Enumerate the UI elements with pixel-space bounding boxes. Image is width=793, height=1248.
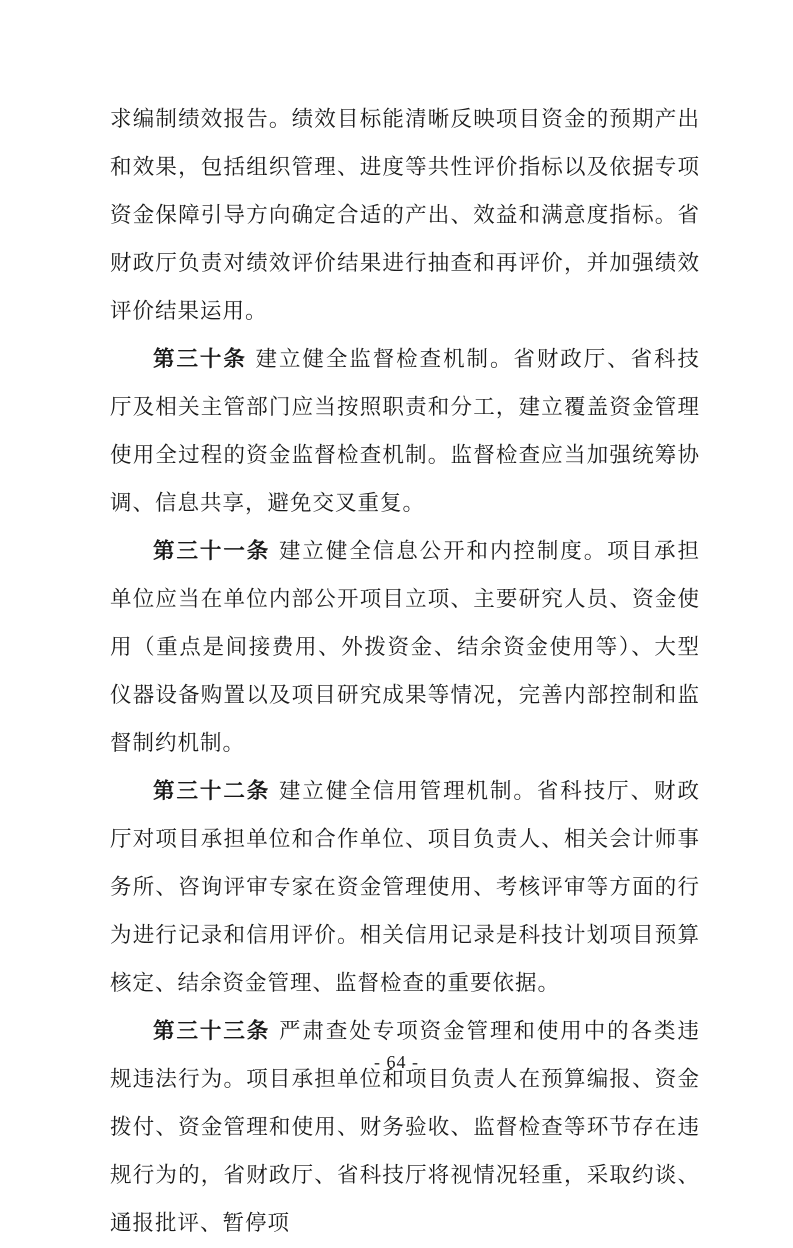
paragraph-text: 建立健全信用管理机制。省科技厅、财政厅对项目承担单位和合作单位、项目负责人、相关会计师事务所、咨询评审专家在资金管理使用、考核评审等方面的行为进行记录和信用评价。相关信用记录是科技计划项目预算核定、结余资金管理、监督检查的重要依据。 bbox=[110, 779, 700, 996]
article-33-paragraph bbox=[110, 1008, 700, 1248]
paragraph-text: 建立健全信息公开和内控制度。项目承担单位应当在单位内部公开项目立项、主要研究人员、资金使用（重点是间接费用、外拨资金、结余资金使用等）、大型仪器设备购置以及项目研究成果等情况，完善内部控制和监督制约机制。 bbox=[110, 539, 700, 756]
page-number: - 64 - bbox=[374, 1052, 419, 1072]
paragraph-text: 建立健全监督检查机制。省财政厅、省科技厅及相关主管部门应当按照职责和分工，建立覆盖资金管理使用全过程的资金监督检查机制。监督检查应当加强统筹协调、信息共享，避免交叉重复。 bbox=[110, 347, 700, 516]
article-31-paragraph bbox=[110, 528, 700, 768]
paragraph-text: 严肃查处专项资金管理和使用中的各类违规违法行为。项目承担单位和项目负责人在预算编报、资金拨付、资金管理和使用、财务验收、监督检查等环节存在违规行为的，省财政厅、省科技厅将视情况轻重，采取约谈、通报批评、暂停项 bbox=[110, 1019, 700, 1236]
article-30-paragraph bbox=[110, 336, 700, 528]
body-text bbox=[110, 96, 700, 1248]
article-number: 第三十条 bbox=[153, 347, 247, 372]
paragraph-continuation bbox=[110, 96, 700, 336]
article-number: 第三十三条 bbox=[153, 1019, 271, 1044]
article-number: 第三十一条 bbox=[153, 539, 271, 564]
article-number: 第三十二条 bbox=[153, 779, 271, 804]
paragraph-text: 求编制绩效报告。绩效目标能清晰反映项目资金的预期产出和效果，包括组织管理、进度等共性评价指标以及依据专项资金保障引导方向确定合适的产出、效益和满意度指标。省财政厅负责对绩效评价结果进行抽查和再评价，并加强绩效评价结果运用。 bbox=[110, 107, 700, 324]
article-32-paragraph bbox=[110, 768, 700, 1008]
